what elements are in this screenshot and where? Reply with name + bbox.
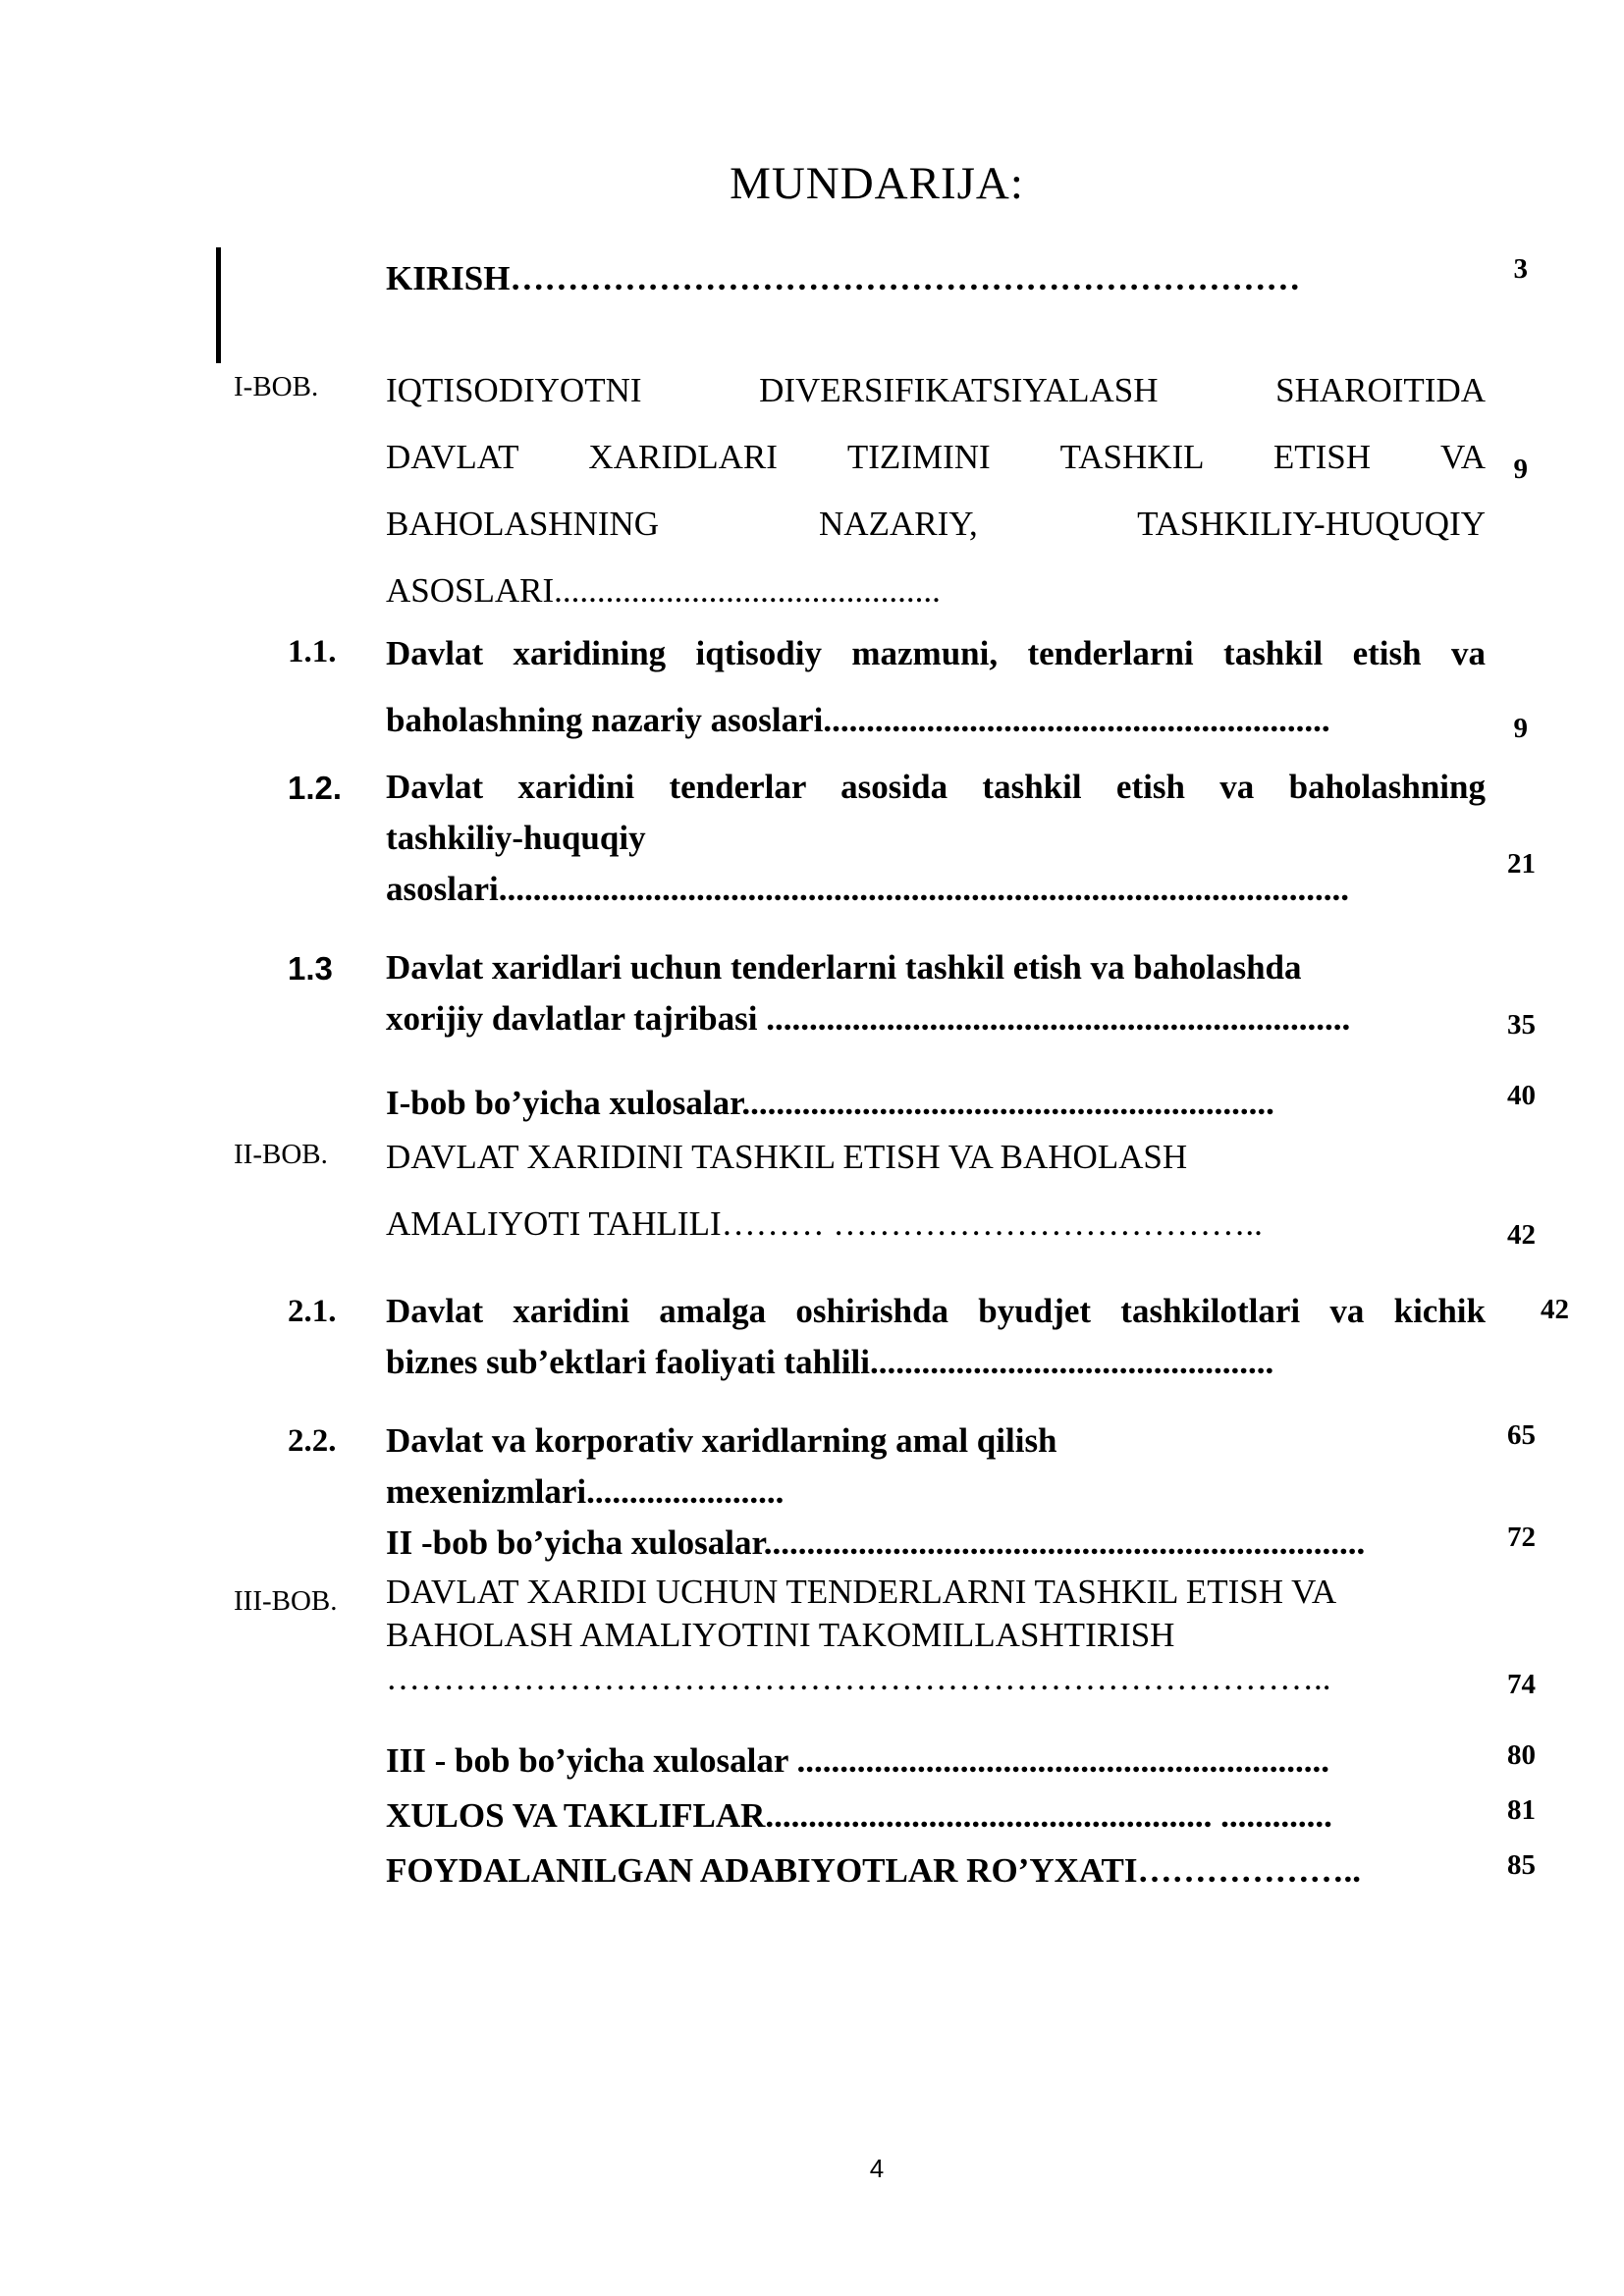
toc-entry-text: III - bob bo’yicha xulosalar ..............................................................: [386, 1741, 1329, 1780]
toc-entry-2-1[interactable]: [386, 1286, 1486, 1388]
toc-entry-kirish[interactable]: [386, 245, 1486, 312]
margin-bar: [216, 247, 221, 363]
toc-line: biznes sub’ektlari faoliyati tahlili...............................................: [386, 1343, 1274, 1381]
page-ref: 42: [1507, 1219, 1536, 1251]
toc-line: BAHOLASH AMALIYOTINI TAKOMILLASHTIRISH: [386, 1616, 1175, 1654]
toc-line: IQTISODIYOTNI DIVERSIFIKATSIYALASH SHAROITIDA: [386, 371, 1486, 409]
page-ref: 42: [1541, 1294, 1569, 1325]
section-number: 1.1.: [288, 634, 337, 669]
toc-line: AMALIYOTI TAHLILI……… ………………………………..: [386, 1204, 1263, 1243]
toc-entry-bob3[interactable]: [386, 1571, 1486, 1700]
toc-entry-2-2[interactable]: [386, 1415, 1486, 1518]
toc-line: asoslari...................................................................................................: [386, 870, 1349, 908]
toc-entry-1-2[interactable]: [386, 762, 1486, 915]
toc-line: Davlat xaridining iqtisodiy mazmuni, tenderlarni tashkil etish va: [386, 634, 1486, 672]
page-ref: 85: [1507, 1849, 1536, 1881]
section-number: 2.1.: [288, 1294, 337, 1329]
toc-line: ………………………………………………………………………..: [386, 1659, 1331, 1697]
section-number: 1.3: [288, 950, 333, 987]
toc-entry-text: XULOS VA TAKLIFLAR.................................................... .............: [386, 1796, 1332, 1835]
toc-line: DAVLAT XARIDINI TASHKIL ETISH VA BAHOLASH: [386, 1138, 1188, 1176]
toc-entry-1-3[interactable]: [386, 942, 1486, 1044]
toc-line: BAHOLASHNING NAZARIY, TASHKILIY-HUQUQIY: [386, 505, 1486, 543]
toc-entry-text: II -bob bo’yicha xulosalar......................................................................: [386, 1523, 1366, 1562]
toc-line: mexenizmlari.......................: [386, 1472, 785, 1511]
toc-line: Davlat xaridini tenderlar asosida tashkil etish va baholashning: [386, 768, 1486, 806]
toc-line: xorijiy davlatlar tajribasi ....................................................................: [386, 999, 1351, 1038]
toc-entry-text: KIRISH……………………………………………………………: [386, 259, 1301, 297]
page-ref: 3: [1513, 253, 1528, 285]
toc-entry-xulosa-2[interactable]: [386, 1518, 1486, 1569]
toc-entry-xulosa-3[interactable]: [386, 1735, 1486, 1787]
page-ref: 72: [1507, 1522, 1536, 1553]
chapter-label: I-BOB.: [234, 371, 319, 402]
chapter-label: III-BOB.: [234, 1585, 338, 1617]
toc-entry-bob1[interactable]: [386, 357, 1486, 624]
toc-line: DAVLAT XARIDLARI TIZIMINI TASHKIL ETISH VA: [386, 438, 1486, 476]
toc-line: DAVLAT XARIDI UCHUN TENDERLARNI TASHKIL ETISH VA: [386, 1573, 1337, 1611]
toc-line: tashkiliy-huquqiy: [386, 819, 646, 857]
toc-entry-text: I-bob bo’yicha xulosalar..............................................................: [386, 1084, 1274, 1122]
toc-line: Davlat xaridini amalga oshirishda byudjet tashkilotlari va kichik: [386, 1292, 1486, 1330]
toc-entry-references[interactable]: [386, 1845, 1486, 1896]
page-ref: 21: [1507, 848, 1536, 880]
page-number: 4: [869, 2154, 885, 2183]
toc-line: Davlat xaridlari uchun tenderlarni tashkil etish va baholashda: [386, 948, 1302, 987]
chapter-label: II-BOB.: [234, 1139, 328, 1170]
toc-line: Davlat va korporativ xaridlarning amal qilish: [386, 1421, 1057, 1460]
page-ref: 81: [1507, 1794, 1536, 1826]
toc-line: ASOSLARI.............................................: [386, 571, 941, 610]
toc-entry-1-1[interactable]: [386, 620, 1486, 754]
page-ref: 35: [1507, 1009, 1536, 1041]
page-ref: 9: [1513, 454, 1528, 485]
page-ref: 65: [1507, 1419, 1536, 1451]
toc-entry-bob2[interactable]: [386, 1124, 1486, 1257]
page-ref: 40: [1507, 1080, 1536, 1111]
page-ref: 80: [1507, 1739, 1536, 1771]
toc-entry-text: FOYDALANILGAN ADABIYOTLAR RO’YXATI………………..: [386, 1851, 1362, 1890]
page-ref: 74: [1507, 1669, 1536, 1700]
page-title: MUNDARIJA:: [730, 158, 1024, 209]
toc-line: baholashning nazariy asoslari...........................................................: [386, 701, 1330, 739]
section-number: 2.2.: [288, 1423, 337, 1459]
section-number: 1.2.: [288, 770, 343, 806]
toc-entry-conclusions[interactable]: [386, 1790, 1486, 1842]
page-ref: 9: [1513, 713, 1528, 744]
